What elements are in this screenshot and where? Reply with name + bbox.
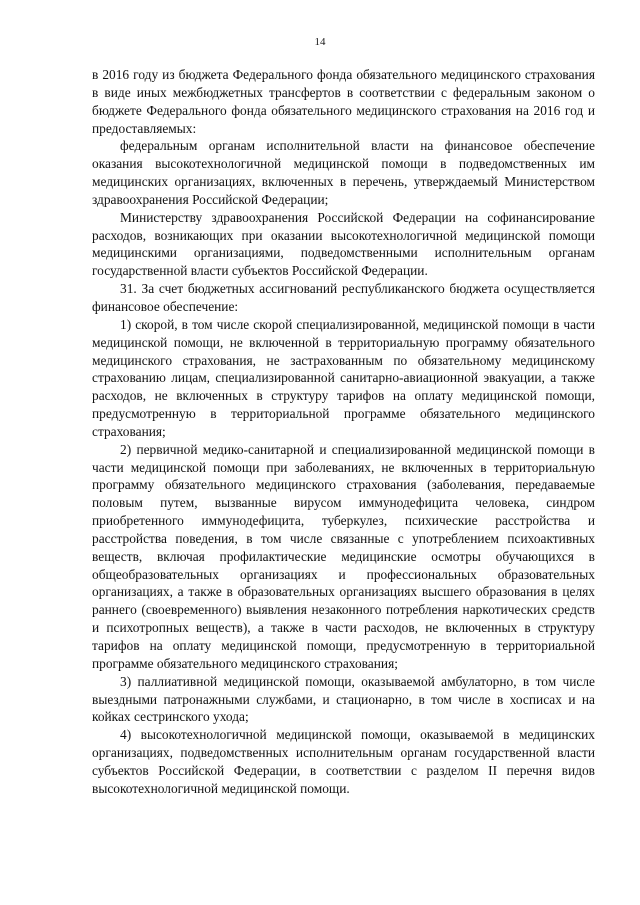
document-body bbox=[92, 66, 595, 798]
paragraph-continuation: в 2016 году из бюджета Федерального фонда обязательного медицинского страхования в виде иных межбюджетных трансфертов в соответствии с федеральным законом о бюджете Федерального фонда обязательного медицинского страхования на 2016 год и предоставляемых: bbox=[92, 67, 595, 136]
paragraph-subitem-1: 1) скорой, в том числе скорой специализированной, медицинской помощи в части медицинской помощи, не включенной в территориальную программу обязательного медицинского страхования, не застрахованным по обязательному медицинскому страхованию лицам, специализированной санитарно-авиационной эвакуации, а также расходов, не включенных в структуру тарифов на оплату медицинской помощи, предусмотренную в территориальной программе обязательного медицинского страхования; bbox=[92, 316, 595, 439]
paragraph-subitem-3: 3) паллиативной медицинской помощи, оказываемой амбулаторно, в том числе выездными патронажными службами, и стационарно, в том числе в хосписах и на койках сестринского ухода; bbox=[92, 673, 595, 725]
paragraph-subitem-4: 4) высокотехнологичной медицинской помощи, оказываемой в медицинских организациях, подведомственных исполнительным органам государственной власти субъектов Российской Федерации, в соответствии с разделом II перечня видов высокотехнологичной медицинской помощи. bbox=[92, 727, 595, 796]
page-number: 14 bbox=[314, 36, 326, 48]
paragraph-federal-bodies: федеральным органам исполнительной власти на финансовое обеспечение оказания высокотехнологичной медицинской помощи в подведомственных им медицинских организациях, включенных в перечень, утверждаемый Министерством здравоохранения Российской Федерации; bbox=[92, 138, 595, 207]
paragraph-item-31: 31. За счет бюджетных ассигнований республиканского бюджета осуществляется финансовое обеспечение: bbox=[92, 281, 595, 314]
paragraph-subitem-2: 2) первичной медико-санитарной и специализированной медицинской помощи в части медицинской помощи при заболеваниях, не включенных в территориальную программу обязательного медицинского страхования (заболевания, передаваемые половым путем, вызванные вирусом иммунодефицита человека, синдром приобретенного иммунодефицита, туберкулез, психические расстройства и расстройства поведения, в том числе связанные с употреблением психоактивных веществ, включая профилактические медицинские осмотры обучающихся в общеобразовательных организациях и профессиональных образовательных организациях, а также в образовательных организациях высшего образования в целях раннего (своевременного) выявления незаконного потребления наркотических средств и психотропных веществ), а также в части расходов, не включенных в структуру тарифов на оплату медицинской помощи, предусмотренную в территориальной программе обязательного медицинского страхования; bbox=[92, 441, 595, 671]
paragraph-ministry-cofinancing: Министерству здравоохранения Российской Федерации на софинансирование расходов, возникающих при оказании высокотехнологичной медицинской помощи медицинскими организациями, подведомственными исполнительным органам государственной власти субъектов Российской Федерации. bbox=[92, 209, 595, 279]
